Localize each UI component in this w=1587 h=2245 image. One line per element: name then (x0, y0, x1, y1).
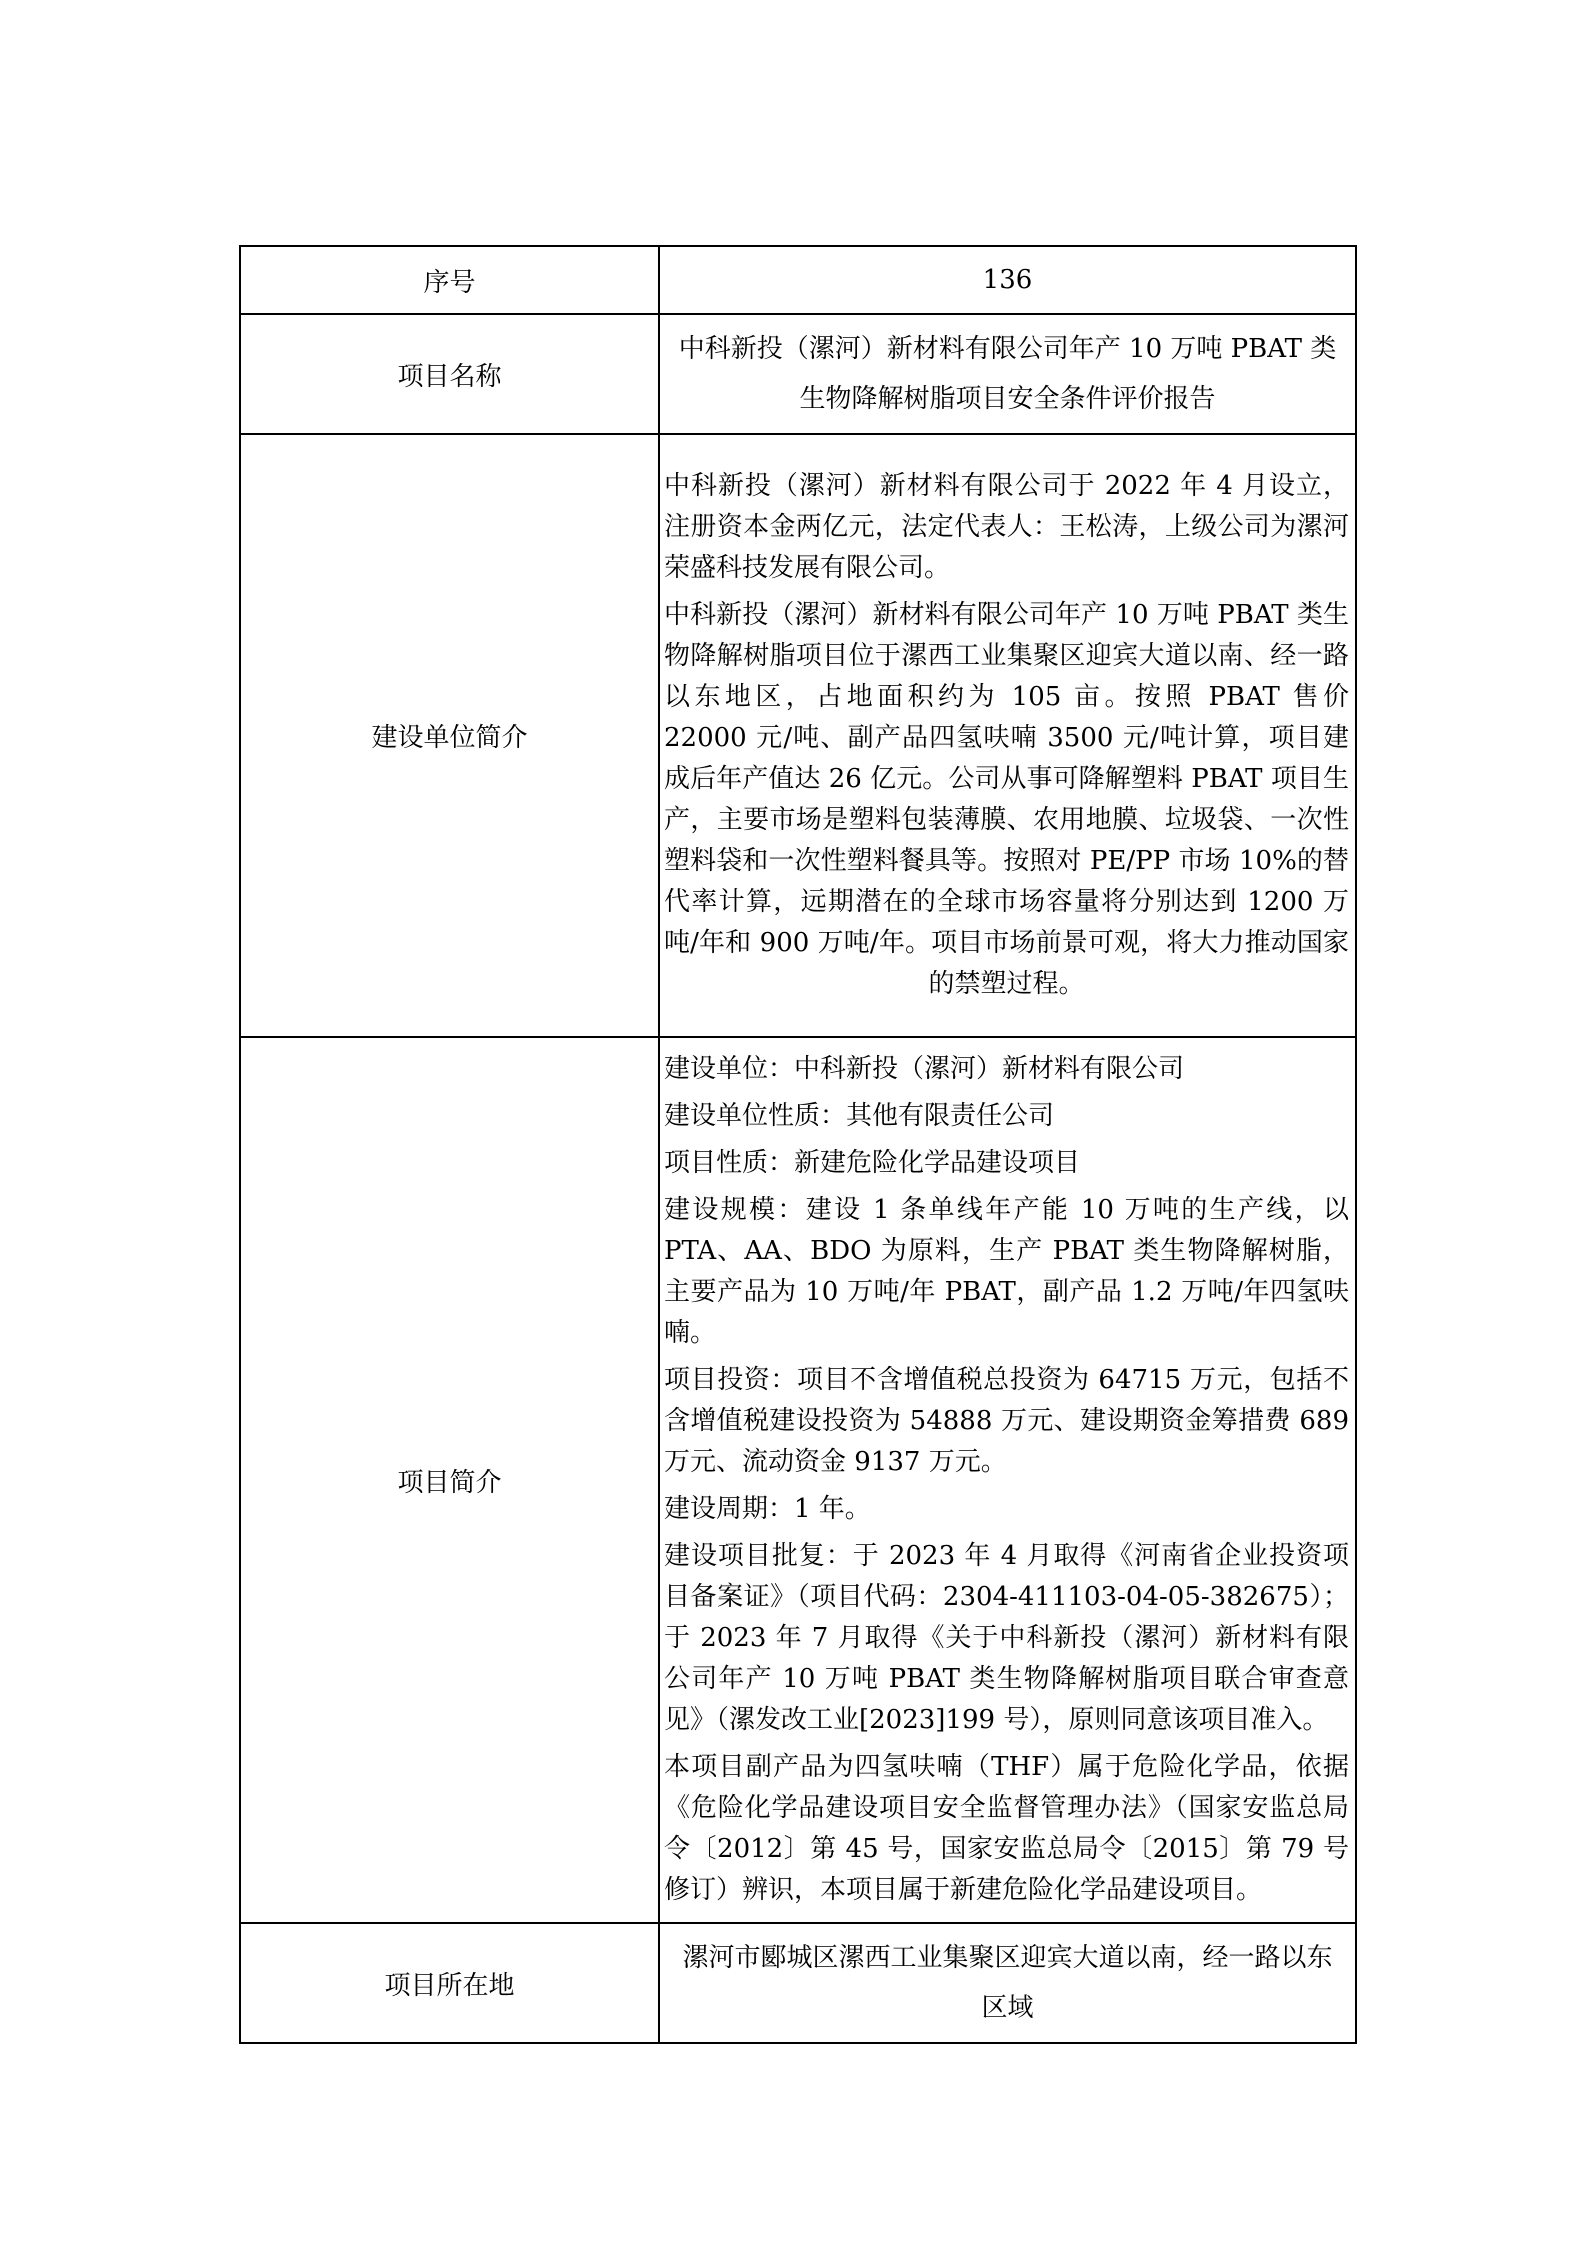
location-label: 项目所在地 (240, 1923, 659, 2043)
table-row-unit-intro (240, 434, 1356, 1037)
unit-intro-label: 建设单位简介 (240, 434, 659, 1037)
project-intro-paragraph: 建设单位性质：其他有限责任公司 (664, 1101, 1055, 1131)
table-row-project-name (240, 314, 1356, 434)
project-intro-paragraph: 项目投资：项目不含增值税总投资为 64715 万元，包括不含增值税建设投资为 54888 万元、建设期资金筹措费 689 万元、流动资金 9137 万元。 (664, 1365, 1349, 1477)
serial-label: 序号 (240, 246, 659, 314)
table-row-project-intro (240, 1037, 1356, 1923)
table-row-location (240, 1923, 1356, 2043)
serial-value: 136 (659, 246, 1356, 314)
project-intro-paragraph: 建设周期：1 年。 (664, 1494, 871, 1524)
project-intro-paragraph: 建设单位：中科新投（漯河）新材料有限公司 (664, 1054, 1185, 1084)
project-intro-paragraph: 本项目副产品为四氢呋喃（THF）属于危险化学品，依据《危险化学品建设项目安全监督管理办法》（国家安监总局令〔2012〕第 45 号，国家安监总局令〔2015〕第 79 号修订）辨识，本项目属于新建危险化学品建设项目。 (664, 1752, 1349, 1905)
unit-intro-paragraph: 中科新投（漯河）新材料有限公司于 2022 年 4 月设立，注册资本金两亿元，法定代表人：王松涛，上级公司为漯河荣盛科技发展有限公司。 (664, 471, 1349, 583)
project-info-table (239, 245, 1357, 2044)
project-intro-paragraph: 项目性质：新建危险化学品建设项目 (664, 1148, 1081, 1178)
project-name-label: 项目名称 (240, 314, 659, 434)
project-intro-paragraph: 建设项目批复：于 2023 年 4 月取得《河南省企业投资项目备案证》（项目代码：2304-411103-04-05-382675）；于 2023 年 7 月取得《关于中科新投（漯河）新材料有限公司年产 10 万吨 PBAT 类生物降解树脂项目联合审查意见》（漯发改工业[2023]199 号），原则同意该项目准入。 (664, 1541, 1349, 1735)
project-intro-paragraph: 建设规模：建设 1 条单线年产能 10 万吨的生产线，以 PTA、AA、BDO 为原料，生产 PBAT 类生物降解树脂，主要产品为 10 万吨/年 PBAT，副产品 1.2 万吨/年四氢呋喃。 (664, 1195, 1349, 1348)
table-row-serial (240, 246, 1356, 314)
location-value: 漯河市郾城区漯西工业集聚区迎宾大道以南，经一路以东区域 (682, 1943, 1333, 2023)
project-intro-label: 项目简介 (240, 1037, 659, 1923)
unit-intro-paragraph: 中科新投（漯河）新材料有限公司年产 10 万吨 PBAT 类生物降解树脂项目位于漯西工业集聚区迎宾大道以南、经一路以东地区，占地面积约为 105 亩。按照 PBAT 售价 22000 元/吨、副产品四氢呋喃 3500 元/吨计算，项目建成后年产值达 26 亿元。公司从事可降解塑料 PBAT 项目生产，主要市场是塑料包装薄膜、农用地膜、垃圾袋、一次性塑料袋和一次性塑料餐具等。按照对 PE/PP 市场 10%的替代率计算，远期潜在的全球市场容量将分别达到 1200 万吨/年和 900 万吨/年。项目市场前景可观，将大力推动国家的禁塑过程。 (664, 600, 1349, 999)
project-name-value: 中科新投（漯河）新材料有限公司年产 10 万吨 PBAT 类生物降解树脂项目安全条件评价报告 (678, 334, 1337, 414)
